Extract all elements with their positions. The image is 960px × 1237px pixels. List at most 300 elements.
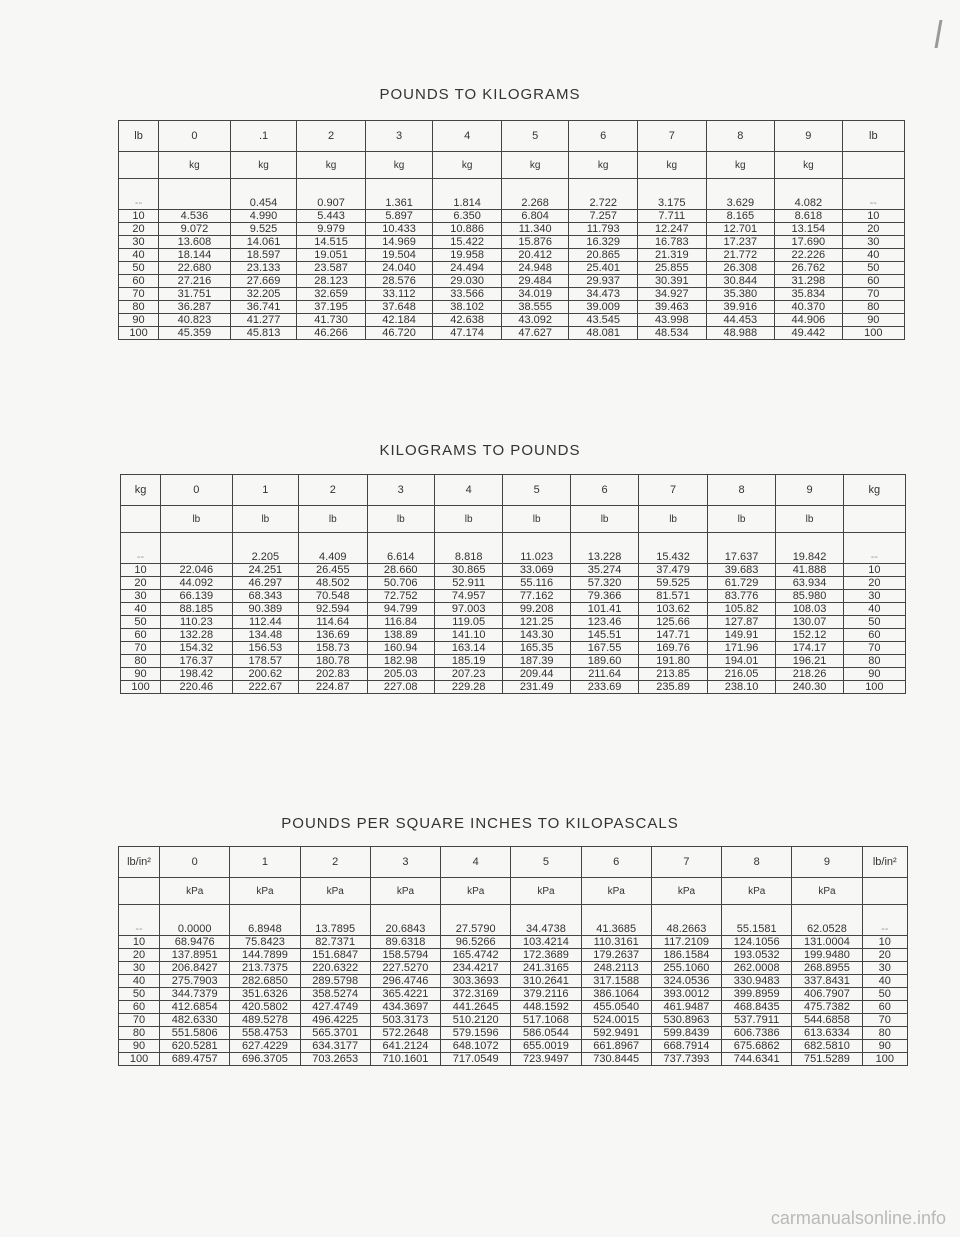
- table-cell: 152.12: [776, 629, 843, 642]
- table-row: [119, 905, 908, 936]
- table-cell: 6.350: [433, 210, 502, 223]
- table-row: [121, 577, 906, 590]
- table-cell: 551.5806: [160, 1027, 230, 1040]
- row-label-right: 80: [862, 1027, 907, 1040]
- table-row: [121, 681, 906, 694]
- table-cell: 17.690: [775, 236, 843, 249]
- table-cell: 72.752: [367, 590, 434, 603]
- table-cell: 178.57: [232, 655, 298, 668]
- table-cell: 154.32: [161, 642, 233, 655]
- column-header: 5: [501, 121, 569, 152]
- table-cell: 751.5289: [792, 1053, 862, 1066]
- table-cell: 218.26: [776, 668, 843, 681]
- table-cell: 27.5790: [441, 905, 511, 936]
- table-cell: 31.751: [159, 288, 231, 301]
- table-cell: 94.799: [367, 603, 434, 616]
- table-cell: 730.8445: [581, 1053, 651, 1066]
- table-cell: 15.432: [639, 533, 707, 564]
- table-cell: 68.9476: [160, 936, 230, 949]
- table-cell: 19.504: [365, 249, 433, 262]
- unit-header: kg: [297, 152, 366, 179]
- unit-header: lb: [434, 506, 502, 533]
- table-cell: 33.112: [365, 288, 433, 301]
- row-label-right: 90: [862, 1040, 907, 1053]
- unit-header: kPa: [792, 878, 862, 905]
- row-label-right: 50: [862, 988, 907, 1001]
- table-cell: 46.720: [365, 327, 433, 340]
- table-cell: 248.2113: [581, 962, 651, 975]
- table-cell: 620.5281: [160, 1040, 230, 1053]
- row-label: 80: [119, 1027, 160, 1040]
- table-cell: 50.706: [367, 577, 434, 590]
- table-cell: 262.0008: [722, 962, 792, 975]
- table-cell: 3.175: [637, 179, 706, 210]
- table-row: [121, 668, 906, 681]
- table-row: [119, 1001, 908, 1014]
- table-cell: 14.515: [297, 236, 366, 249]
- table-cell: 344.7379: [160, 988, 230, 1001]
- table-cell: 15.422: [433, 236, 502, 249]
- table-cell: 20.412: [501, 249, 569, 262]
- table-cell: 599.8439: [651, 1027, 721, 1040]
- table-cell: 420.5802: [230, 1001, 300, 1014]
- table-cell: 15.876: [501, 236, 569, 249]
- table-cell: 537.7911: [722, 1014, 792, 1027]
- table-cell: 24.494: [433, 262, 502, 275]
- table-cell: 101.41: [570, 603, 638, 616]
- table-cell: 36.741: [230, 301, 296, 314]
- table-cell: 48.534: [637, 327, 706, 340]
- table-cell: 737.7393: [651, 1053, 721, 1066]
- column-header: 4: [433, 121, 502, 152]
- table-cell: 46.266: [297, 327, 366, 340]
- column-header: 9: [776, 475, 843, 506]
- table-cell: 143.30: [503, 629, 570, 642]
- table-row: [119, 223, 905, 236]
- table-cell: 41.888: [776, 564, 843, 577]
- row-label: 70: [119, 1014, 160, 1027]
- row-label: 40: [121, 603, 161, 616]
- table-cell: 132.28: [161, 629, 233, 642]
- table-cell: 205.03: [367, 668, 434, 681]
- table-cell: 0.454: [230, 179, 296, 210]
- table-cell: 156.53: [232, 642, 298, 655]
- table-cell: 586.0544: [511, 1027, 581, 1040]
- table-cell: 108.03: [776, 603, 843, 616]
- table-cell: 337.8431: [792, 975, 862, 988]
- table-cell: 110.3161: [581, 936, 651, 949]
- unit-header: kPa: [511, 878, 581, 905]
- table-cell: 211.64: [570, 668, 638, 681]
- table-cell: 503.3173: [370, 1014, 440, 1027]
- table-cell: 182.98: [367, 655, 434, 668]
- table-cell: 167.55: [570, 642, 638, 655]
- table-cell: 55.116: [503, 577, 570, 590]
- unit-header: lb: [639, 506, 707, 533]
- table-cell: 11.793: [569, 223, 638, 236]
- table-cell: 18.597: [230, 249, 296, 262]
- table-cell: 9.979: [297, 223, 366, 236]
- table-cell: 7.257: [569, 210, 638, 223]
- table-cell: 163.14: [434, 642, 502, 655]
- row-label: 100: [119, 1053, 160, 1066]
- table-row: [119, 210, 905, 223]
- unit-header: kPa: [370, 878, 440, 905]
- table-cell: 275.7903: [160, 975, 230, 988]
- table-cell: 572.2648: [370, 1027, 440, 1040]
- table-cell: 744.6341: [722, 1053, 792, 1066]
- row-label: 70: [119, 288, 159, 301]
- unit-header: kg: [569, 152, 638, 179]
- table-cell: 199.9480: [792, 949, 862, 962]
- table-cell: 26.455: [299, 564, 367, 577]
- row-label-right: 40: [862, 975, 907, 988]
- table-cell: 207.23: [434, 668, 502, 681]
- table-cell: 220.6322: [300, 962, 370, 975]
- row-label-right: 10: [842, 210, 904, 223]
- row-label-right: 100: [862, 1053, 907, 1066]
- table-cell: 43.092: [501, 314, 569, 327]
- table-cell: 9.525: [230, 223, 296, 236]
- empty-cell: [862, 878, 907, 905]
- column-header: 0: [160, 847, 230, 878]
- column-header: 1: [230, 847, 300, 878]
- corner-label: kg: [121, 475, 161, 506]
- table-cell: 216.05: [707, 668, 775, 681]
- table-cell: 22.046: [161, 564, 233, 577]
- table-cell: 675.6862: [722, 1040, 792, 1053]
- table-row: [121, 655, 906, 668]
- table-cell: [159, 179, 231, 210]
- table-cell: 468.8435: [722, 1001, 792, 1014]
- table-cell: 20.865: [569, 249, 638, 262]
- table-cell: 88.185: [161, 603, 233, 616]
- table-cell: 565.3701: [300, 1027, 370, 1040]
- table-cell: 158.73: [299, 642, 367, 655]
- table-cell: 448.1592: [511, 1001, 581, 1014]
- table-title: POUNDS TO KILOGRAMS: [379, 86, 581, 103]
- table-cell: 130.07: [776, 616, 843, 629]
- table-cell: 36.287: [159, 301, 231, 314]
- table-cell: 28.576: [365, 275, 433, 288]
- table-cell: 200.62: [232, 668, 298, 681]
- table-cell: 4.409: [299, 533, 367, 564]
- column-header: 7: [637, 121, 706, 152]
- unit-header: lb: [299, 506, 367, 533]
- table-cell: 1.361: [365, 179, 433, 210]
- row-label: 40: [119, 975, 160, 988]
- table-cell: 365.4221: [370, 988, 440, 1001]
- row-label: 90: [121, 668, 161, 681]
- empty-cell: [119, 152, 159, 179]
- table-cell: 97.003: [434, 603, 502, 616]
- table-cell: 165.35: [503, 642, 570, 655]
- table-cell: 42.638: [433, 314, 502, 327]
- table-cell: 220.46: [161, 681, 233, 694]
- table-cell: 114.64: [299, 616, 367, 629]
- column-header: 8: [722, 847, 792, 878]
- table-cell: 123.46: [570, 616, 638, 629]
- table-cell: 99.208: [503, 603, 570, 616]
- table-cell: 222.67: [232, 681, 298, 694]
- table-cell: 124.1056: [722, 936, 792, 949]
- table-cell: 39.463: [637, 301, 706, 314]
- table-cell: 70.548: [299, 590, 367, 603]
- table-cell: 25.855: [637, 262, 706, 275]
- table-cell: 35.834: [775, 288, 843, 301]
- table-cell: 27.669: [230, 275, 296, 288]
- table-cell: 193.0532: [722, 949, 792, 962]
- table-cell: 2.722: [569, 179, 638, 210]
- row-label-right: 80: [842, 301, 904, 314]
- row-label: 80: [119, 301, 159, 314]
- corner-label: lb: [119, 121, 159, 152]
- table-cell: 28.660: [367, 564, 434, 577]
- table-row: [119, 301, 905, 314]
- empty-cell: [842, 152, 904, 179]
- table-cell: 310.2641: [511, 975, 581, 988]
- unit-header: kPa: [160, 878, 230, 905]
- unit-header: kPa: [441, 878, 511, 905]
- column-header: 4: [441, 847, 511, 878]
- table-cell: 48.502: [299, 577, 367, 590]
- table-cell: 530.8963: [651, 1014, 721, 1027]
- corner-label: lb/in²: [119, 847, 160, 878]
- table-cell: 22.226: [775, 249, 843, 262]
- table-cell: 7.711: [637, 210, 706, 223]
- row-label-right: 70: [843, 642, 905, 655]
- row-label-right: 30: [842, 236, 904, 249]
- table-cell: 6.8948: [230, 905, 300, 936]
- column-header: 3: [365, 121, 433, 152]
- table-cell: 455.0540: [581, 1001, 651, 1014]
- row-label: --: [119, 179, 159, 210]
- table-cell: 171.96: [707, 642, 775, 655]
- table-cell: 81.571: [639, 590, 707, 603]
- table-cell: 185.19: [434, 655, 502, 668]
- table-cell: 510.2120: [441, 1014, 511, 1027]
- table-row: [119, 1027, 908, 1040]
- table-cell: 63.934: [776, 577, 843, 590]
- table-cell: 186.1584: [651, 949, 721, 962]
- row-label-right: --: [842, 179, 904, 210]
- table-row: [119, 288, 905, 301]
- table-cell: 40.370: [775, 301, 843, 314]
- table-cell: 35.380: [706, 288, 775, 301]
- table-cell: 34.927: [637, 288, 706, 301]
- table-title: POUNDS PER SQUARE INCHES TO KILOPASCALS: [281, 815, 679, 832]
- table-cell: 45.359: [159, 327, 231, 340]
- row-label: 30: [121, 590, 161, 603]
- table-cell: 29.484: [501, 275, 569, 288]
- table-cell: 231.49: [503, 681, 570, 694]
- column-header: 5: [503, 475, 570, 506]
- table-cell: 517.1068: [511, 1014, 581, 1027]
- table-cell: 16.329: [569, 236, 638, 249]
- table-cell: 174.17: [776, 642, 843, 655]
- table-cell: 13.7895: [300, 905, 370, 936]
- row-label-right: 60: [862, 1001, 907, 1014]
- table-cell: 427.4749: [300, 1001, 370, 1014]
- table-cell: 134.48: [232, 629, 298, 642]
- table-cell: 26.762: [775, 262, 843, 275]
- row-label: 50: [121, 616, 161, 629]
- table-cell: 330.9483: [722, 975, 792, 988]
- table-row: [119, 988, 908, 1001]
- table-row: [119, 962, 908, 975]
- table-cell: 79.366: [570, 590, 638, 603]
- column-header: 6: [570, 475, 638, 506]
- table-cell: 235.89: [639, 681, 707, 694]
- table-cell: 48.081: [569, 327, 638, 340]
- unit-header: kPa: [722, 878, 792, 905]
- unit-header: lb: [232, 506, 298, 533]
- table-cell: 28.123: [297, 275, 366, 288]
- table-cell: 668.7914: [651, 1040, 721, 1053]
- unit-header: kg: [501, 152, 569, 179]
- table-cell: 3.629: [706, 179, 775, 210]
- table-cell: 20.6843: [370, 905, 440, 936]
- row-label: 70: [121, 642, 161, 655]
- corner-label: lb: [842, 121, 904, 152]
- table-cell: 324.0536: [651, 975, 721, 988]
- table-cell: 592.9491: [581, 1027, 651, 1040]
- table-cell: 61.729: [707, 577, 775, 590]
- table-cell: 103.4214: [511, 936, 581, 949]
- table-cell: 149.91: [707, 629, 775, 642]
- table-cell: 13.154: [775, 223, 843, 236]
- column-header: 9: [775, 121, 843, 152]
- table-row: [119, 1053, 908, 1066]
- table-cell: 2.205: [232, 533, 298, 564]
- table-cell: 317.1588: [581, 975, 651, 988]
- table-cell: 524.0015: [581, 1014, 651, 1027]
- table-cell: 34.019: [501, 288, 569, 301]
- table-cell: 144.7899: [230, 949, 300, 962]
- table-row: [119, 275, 905, 288]
- row-label-right: 30: [862, 962, 907, 975]
- row-label: 10: [119, 210, 159, 223]
- table-cell: 209.44: [503, 668, 570, 681]
- table-cell: 176.37: [161, 655, 233, 668]
- row-label: 80: [121, 655, 161, 668]
- table-cell: 0.907: [297, 179, 366, 210]
- row-label-right: --: [843, 533, 905, 564]
- table-cell: 255.1060: [651, 962, 721, 975]
- row-label: 10: [119, 936, 160, 949]
- table-cell: 399.8959: [722, 988, 792, 1001]
- table-cell: 82.7371: [300, 936, 370, 949]
- row-label-right: 50: [843, 616, 905, 629]
- table-cell: 489.5278: [230, 1014, 300, 1027]
- table-cell: 22.680: [159, 262, 231, 275]
- unit-header: kPa: [230, 878, 300, 905]
- table-cell: 434.3697: [370, 1001, 440, 1014]
- table-cell: 147.71: [639, 629, 707, 642]
- table-cell: 179.2637: [581, 949, 651, 962]
- table-row: [119, 936, 908, 949]
- table-cell: 8.818: [434, 533, 502, 564]
- conversion-table-kg-lb: [120, 474, 906, 694]
- row-label-right: 20: [842, 223, 904, 236]
- column-header: 9: [792, 847, 862, 878]
- table-cell: 47.174: [433, 327, 502, 340]
- table-row: [121, 603, 906, 616]
- table-cell: 24.040: [365, 262, 433, 275]
- table-row: [119, 1014, 908, 1027]
- table-cell: 23.133: [230, 262, 296, 275]
- table-cell: 145.51: [570, 629, 638, 642]
- table-cell: 26.308: [706, 262, 775, 275]
- unit-header: kPa: [581, 878, 651, 905]
- row-label: 50: [119, 262, 159, 275]
- table-row: [121, 642, 906, 655]
- table-cell: 41.277: [230, 314, 296, 327]
- table-cell: 268.8955: [792, 962, 862, 975]
- table-cell: 6.804: [501, 210, 569, 223]
- unit-header: lb: [707, 506, 775, 533]
- table-cell: 55.1581: [722, 905, 792, 936]
- table-cell: 42.184: [365, 314, 433, 327]
- table-cell: 34.4738: [511, 905, 581, 936]
- row-label: 20: [119, 949, 160, 962]
- row-label: 40: [119, 249, 159, 262]
- unit-header: lb: [367, 506, 434, 533]
- unit-header: kg: [637, 152, 706, 179]
- row-label-right: 70: [842, 288, 904, 301]
- table-cell: 13.228: [570, 533, 638, 564]
- table-cell: 138.89: [367, 629, 434, 642]
- table-cell: 696.3705: [230, 1053, 300, 1066]
- table-cell: 386.1064: [581, 988, 651, 1001]
- table-cell: 89.6318: [370, 936, 440, 949]
- table-cell: 90.389: [232, 603, 298, 616]
- table-cell: 30.865: [434, 564, 502, 577]
- table-cell: 41.730: [297, 314, 366, 327]
- table-cell: 224.87: [299, 681, 367, 694]
- row-label: 90: [119, 314, 159, 327]
- table-cell: 29.030: [433, 275, 502, 288]
- table-cell: 116.84: [367, 616, 434, 629]
- table-cell: 4.990: [230, 210, 296, 223]
- table-cell: 59.525: [639, 577, 707, 590]
- table-cell: 34.473: [569, 288, 638, 301]
- watermark: carmanualsonline.info: [770, 1208, 946, 1228]
- table-cell: 172.3689: [511, 949, 581, 962]
- table-cell: 103.62: [639, 603, 707, 616]
- table-cell: 27.216: [159, 275, 231, 288]
- table-cell: 648.1072: [441, 1040, 511, 1053]
- column-header: 3: [367, 475, 434, 506]
- table-cell: 558.4753: [230, 1027, 300, 1040]
- table-cell: 30.844: [706, 275, 775, 288]
- row-label: 20: [121, 577, 161, 590]
- table-cell: 17.637: [707, 533, 775, 564]
- table-cell: 641.2124: [370, 1040, 440, 1053]
- table-cell: 23.587: [297, 262, 366, 275]
- table-cell: 11.023: [503, 533, 570, 564]
- table-cell: 2.268: [501, 179, 569, 210]
- table-cell: 151.6847: [300, 949, 370, 962]
- table-row: [121, 590, 906, 603]
- table-cell: 24.948: [501, 262, 569, 275]
- unit-header: kPa: [651, 878, 721, 905]
- row-label: 100: [121, 681, 161, 694]
- corner-mark: [935, 20, 943, 48]
- table-cell: 196.21: [776, 655, 843, 668]
- table-cell: 703.2653: [300, 1053, 370, 1066]
- row-label-right: 20: [843, 577, 905, 590]
